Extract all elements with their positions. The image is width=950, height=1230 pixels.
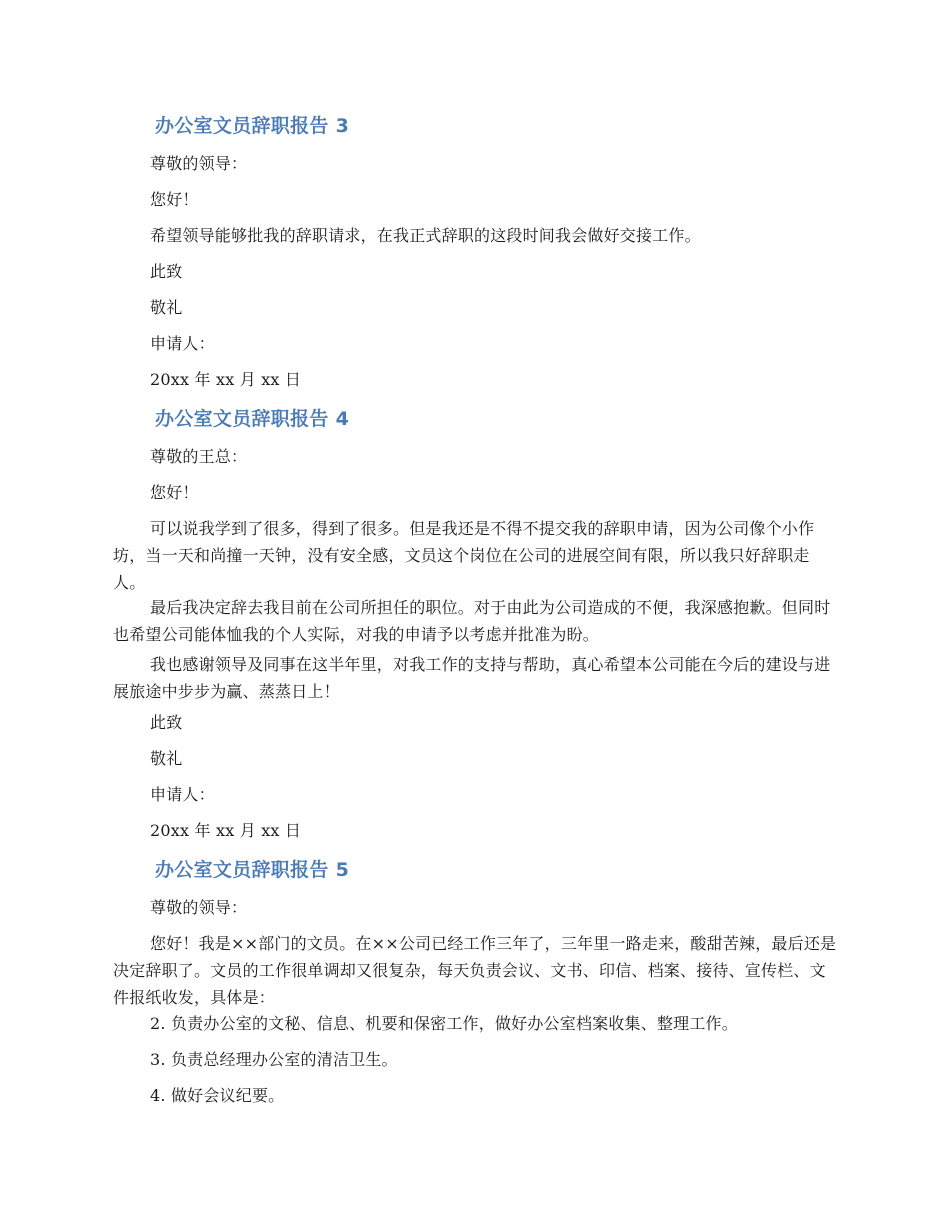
list-item: 4. 做好会议纪要。 <box>150 1086 285 1105</box>
greeting: 尊敬的领导： <box>150 898 248 917</box>
hello-line: 您好！ <box>150 190 199 209</box>
applicant-label: 申请人： <box>150 785 215 804</box>
section-title: 办公室文员辞职报告 3 <box>155 115 350 137</box>
hello-line: 您好！ <box>150 483 199 502</box>
date-line: 20xx 年 xx 月 xx 日 <box>150 370 302 389</box>
greeting: 尊敬的王总： <box>150 447 248 466</box>
closing-line: 此致 <box>150 262 183 281</box>
body-paragraph: 我也感谢领导及同事在这半年里，对我工作的支持与帮助，真心希望本公司能在今后的建设与进展旅途中步步为赢、蒸蒸日上！ <box>113 655 831 701</box>
closing-salute: 敬礼 <box>150 298 183 317</box>
body-paragraph: 希望领导能够批我的辞职请求，在我正式辞职的这段时间我会做好交接工作。 <box>150 226 701 245</box>
date-line: 20xx 年 xx 月 xx 日 <box>150 821 302 840</box>
section-title: 办公室文员辞职报告 4 <box>155 408 350 430</box>
greeting: 尊敬的领导： <box>150 154 248 173</box>
body-paragraph: 最后我决定辞去我目前在公司所担任的职位。对于由此为公司造成的不便，我深感抱歉。但同时也希望公司能体恤我的个人实际，对我的申请予以考虑并批准为盼。 <box>113 598 831 644</box>
section-title: 办公室文员辞职报告 5 <box>155 859 350 881</box>
closing-line: 此致 <box>150 713 183 732</box>
applicant-label: 申请人： <box>150 334 215 353</box>
body-paragraph: 您好！我是××部门的文员。在××公司已经工作三年了，三年里一路走来，酸甜苦辣，最后还是决定辞职了。文员的工作很单调却又很复杂，每天负责会议、文书、印信、档案、接待、宣传栏、文件报纸收发，具体是： <box>113 934 837 1007</box>
body-paragraph: 可以说我学到了很多，得到了很多。但是我还是不得不提交我的辞职申请，因为公司像个小作坊，当一天和尚撞一天钟，没有安全感，文员这个岗位在公司的进展空间有限，所以我只好辞职走人。 <box>113 519 815 592</box>
closing-salute: 敬礼 <box>150 749 183 768</box>
list-item: 3. 负责总经理办公室的清洁卫生。 <box>150 1050 398 1069</box>
list-item: 2. 负责办公室的文秘、信息、机要和保密工作，做好办公室档案收集、整理工作。 <box>150 1014 738 1033</box>
